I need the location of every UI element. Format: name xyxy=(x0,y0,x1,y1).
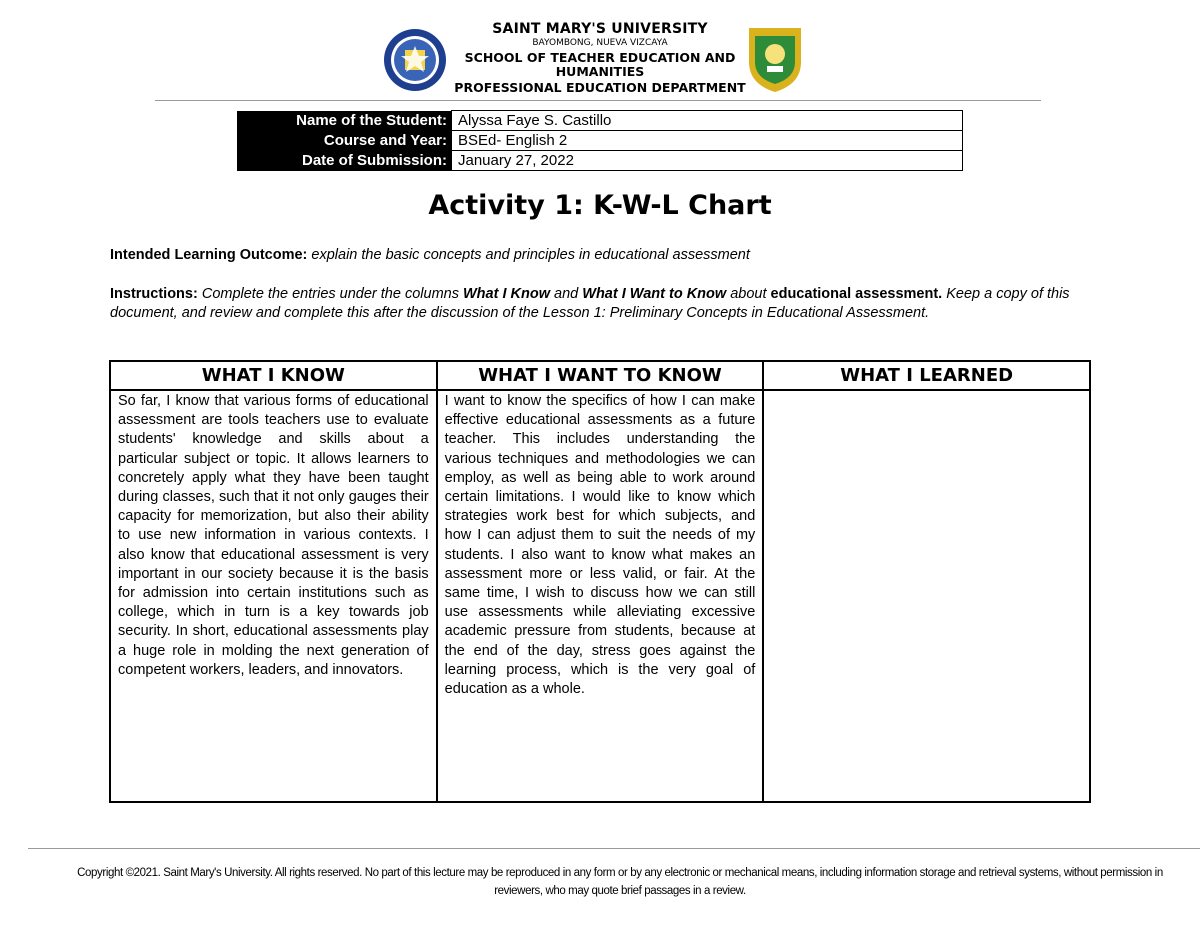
header-divider xyxy=(155,100,1041,101)
school-crest-icon xyxy=(745,22,805,94)
instr-part: about xyxy=(730,286,767,302)
info-label: Course and Year: xyxy=(237,131,452,151)
student-info-table xyxy=(237,110,963,171)
instructions-label: Instructions: xyxy=(110,286,198,302)
instr-part: Keep a copy of this document, and review and complete this after the discussion of the Lesson 1: Preliminary Concepts in Educational Assessment. xyxy=(110,286,1070,321)
footer-line-2: reviewers, who may quote brief passages in a review. xyxy=(494,885,746,897)
ilo-label: Intended Learning Outcome: xyxy=(110,247,308,263)
instr-emphasis: What I Know xyxy=(463,286,550,302)
kwl-chart-table xyxy=(109,360,1091,803)
course-year-value: BSEd- English 2 xyxy=(452,131,963,151)
header-what-i-know: WHAT I KNOW xyxy=(110,361,437,390)
what-i-learned-cell xyxy=(763,390,1090,802)
footer-line-1: Copyright ©2021. Saint Mary's University. All rights reserved. No part of this lecture may be reproduced in any form or by any electronic or mechanical means, including information storage and retrieval systems, without permission in xyxy=(77,867,1163,879)
info-label: Date of Submission: xyxy=(237,151,452,171)
document-header xyxy=(0,18,1200,102)
footer-divider xyxy=(28,848,1200,849)
university-name: SAINT MARY'S UNIVERSITY xyxy=(492,21,708,37)
instr-part: and xyxy=(554,286,579,302)
course-year-row xyxy=(237,131,963,151)
department-name: PROFESSIONAL EDUCATION DEPARTMENT xyxy=(454,79,746,95)
student-name-row xyxy=(237,111,963,131)
university-location: BAYOMBONG, NUEVA VIZCAYA xyxy=(532,38,668,49)
submission-date-value: January 27, 2022 xyxy=(452,151,963,171)
instr-emphasis: educational assessment. xyxy=(770,286,943,302)
kwl-header-row xyxy=(110,361,1090,390)
kwl-content-row xyxy=(110,390,1090,802)
university-seal-icon xyxy=(383,28,447,92)
instr-emphasis: What I Want to Know xyxy=(582,286,727,302)
what-i-know-cell: So far, I know that various forms of educational assessment are tools teachers use to evaluate students' knowledge and skills about a particular subject or topic. It allows learners to concretely apply what they have been taught during classes, such that it not only gauges their capacity for memorization, but also their ability to use new information in various contexts. I also know that educational assessment is very important in our society because it is the basis for admission into certain institutions such as college, which in turn is a key towards job security. In short, educational assessments play a huge role in molding the next generation of competent workers, leaders, and innovators. xyxy=(110,390,437,802)
header-what-i-want-to-know: WHAT I WANT TO KNOW xyxy=(437,361,764,390)
header-what-i-learned: WHAT I LEARNED xyxy=(763,361,1090,390)
instr-part: Complete the entries under the columns xyxy=(201,286,459,302)
submission-date-row xyxy=(237,151,963,171)
ilo-text: explain the basic concepts and principles in educational assessment xyxy=(311,247,750,263)
activity-title: Activity 1: K-W-L Chart xyxy=(428,190,772,221)
what-i-want-to-know-cell: I want to know the specifics of how I can make effective educational assessments as a future teacher. This includes understanding the various techniques and methodologies we can employ, as well as being able to work around certain limitations. I would like to know which strategies work best for which subjects, and how I can adjust them to suit the needs of my students. I also want to know what makes an assessment more or less valid, or fair. At the same time, I wish to discuss how we can still use assessments while alleviating excessive academic pressure from students, because at the end of the day, stress goes against the learning process, which is the very goal of education as a whole. xyxy=(437,390,764,802)
instructions xyxy=(110,285,1100,323)
copyright-footer xyxy=(40,864,1200,900)
school-name: SCHOOL OF TEACHER EDUCATION AND HUMANITIES xyxy=(464,50,736,80)
header-text xyxy=(450,22,750,95)
instructions-text xyxy=(202,286,767,302)
intended-learning-outcome xyxy=(110,246,1100,265)
info-label: Name of the Student: xyxy=(237,111,452,131)
student-name-value: Alyssa Faye S. Castillo xyxy=(452,111,963,131)
